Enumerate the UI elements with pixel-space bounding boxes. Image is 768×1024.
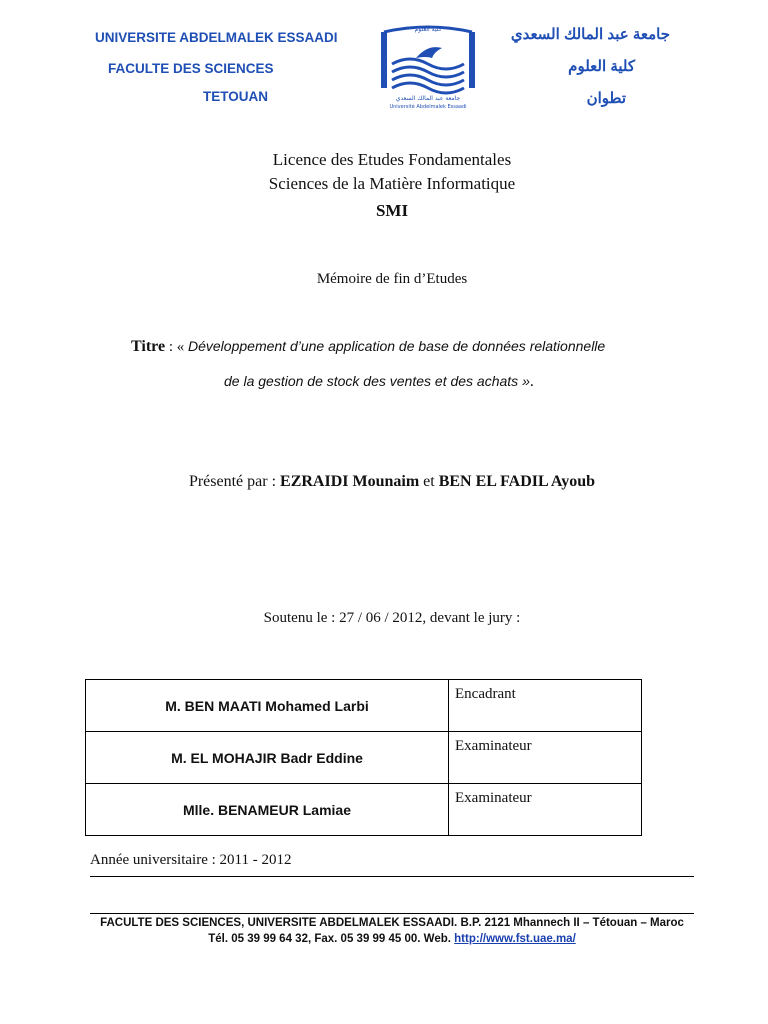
jury-member-name: Mlle. BENAMEUR Lamiae — [86, 784, 449, 836]
jury-member-name: M. EL MOHAJIR Badr Eddine — [86, 732, 449, 784]
footer-address: FACULTE DES SCIENCES, UNIVERSITE ABDELMALEK ESSAADI. B.P. 2121 Mhannech II – Tétouan – Maroc — [100, 917, 684, 929]
title-text-2: de la gestion de stock des ventes et des achats » — [224, 373, 530, 389]
presented-by — [0, 473, 768, 491]
title-text-1: Développement d’une application de base de données relationnelle — [188, 338, 606, 354]
logo-text-latin: Université Abdelmalek Essaadi — [389, 104, 467, 110]
program-line-1: Licence des Etudes Fondamentales — [272, 150, 512, 169]
jury-member-role: Examinateur — [449, 784, 642, 836]
university-logo — [376, 18, 480, 110]
city-name-ar: تطوان — [586, 90, 626, 107]
jury-member-role: Examinateur — [449, 732, 642, 784]
faculty-name: FACULTE DES SCIENCES — [108, 61, 274, 76]
university-name-ar: جامعة عبد المالك السعدي — [510, 26, 670, 43]
title-separator: : « — [165, 339, 188, 355]
faculty-name-ar: كلية العلوم — [568, 58, 635, 75]
city-name: TETOUAN — [203, 89, 269, 104]
defense-date: Soutenu le : 27 / 06 / 2012, devant le jury : — [263, 610, 521, 626]
program-acronym: SMI — [375, 201, 409, 220]
jury-member-role: Encadrant — [449, 680, 642, 732]
footer-web-link[interactable]: http://www.fst.uae.ma/ — [454, 933, 576, 945]
table-row — [86, 784, 642, 836]
program-line-2: Sciences de la Matière Informatique — [268, 174, 516, 193]
jury-member-name: M. BEN MAATI Mohamed Larbi — [86, 680, 449, 732]
jury-table — [85, 679, 642, 836]
divider — [90, 876, 694, 877]
table-row — [86, 680, 642, 732]
author-separator: et — [419, 473, 439, 490]
logo-text-top: كلية العلوم — [414, 26, 442, 33]
memoire-label: Mémoire de fin d’Etudes — [316, 271, 468, 287]
footer-divider — [90, 913, 694, 914]
logo-text-bottom: جامعة عبد المالك السعدي — [395, 95, 461, 102]
presented-by-label: Présenté par : — [188, 473, 281, 490]
university-name: UNIVERSITE ABDELMALEK ESSAADI — [95, 30, 338, 45]
author-1: EZRAIDI Mounaim — [280, 473, 420, 490]
footer-phone-fax: Tél. 05 39 99 64 32, Fax. 05 39 99 45 00. Web. — [208, 933, 455, 945]
footer-contact — [90, 933, 694, 945]
table-row — [86, 732, 642, 784]
title-line-2 — [224, 373, 534, 391]
title-end: . — [529, 373, 534, 390]
author-2: BEN EL FADIL Ayoub — [438, 473, 596, 490]
academic-year: Année universitaire : 2011 - 2012 — [90, 852, 292, 868]
title-label: Titre — [131, 338, 166, 355]
title-line-1 — [131, 338, 605, 356]
